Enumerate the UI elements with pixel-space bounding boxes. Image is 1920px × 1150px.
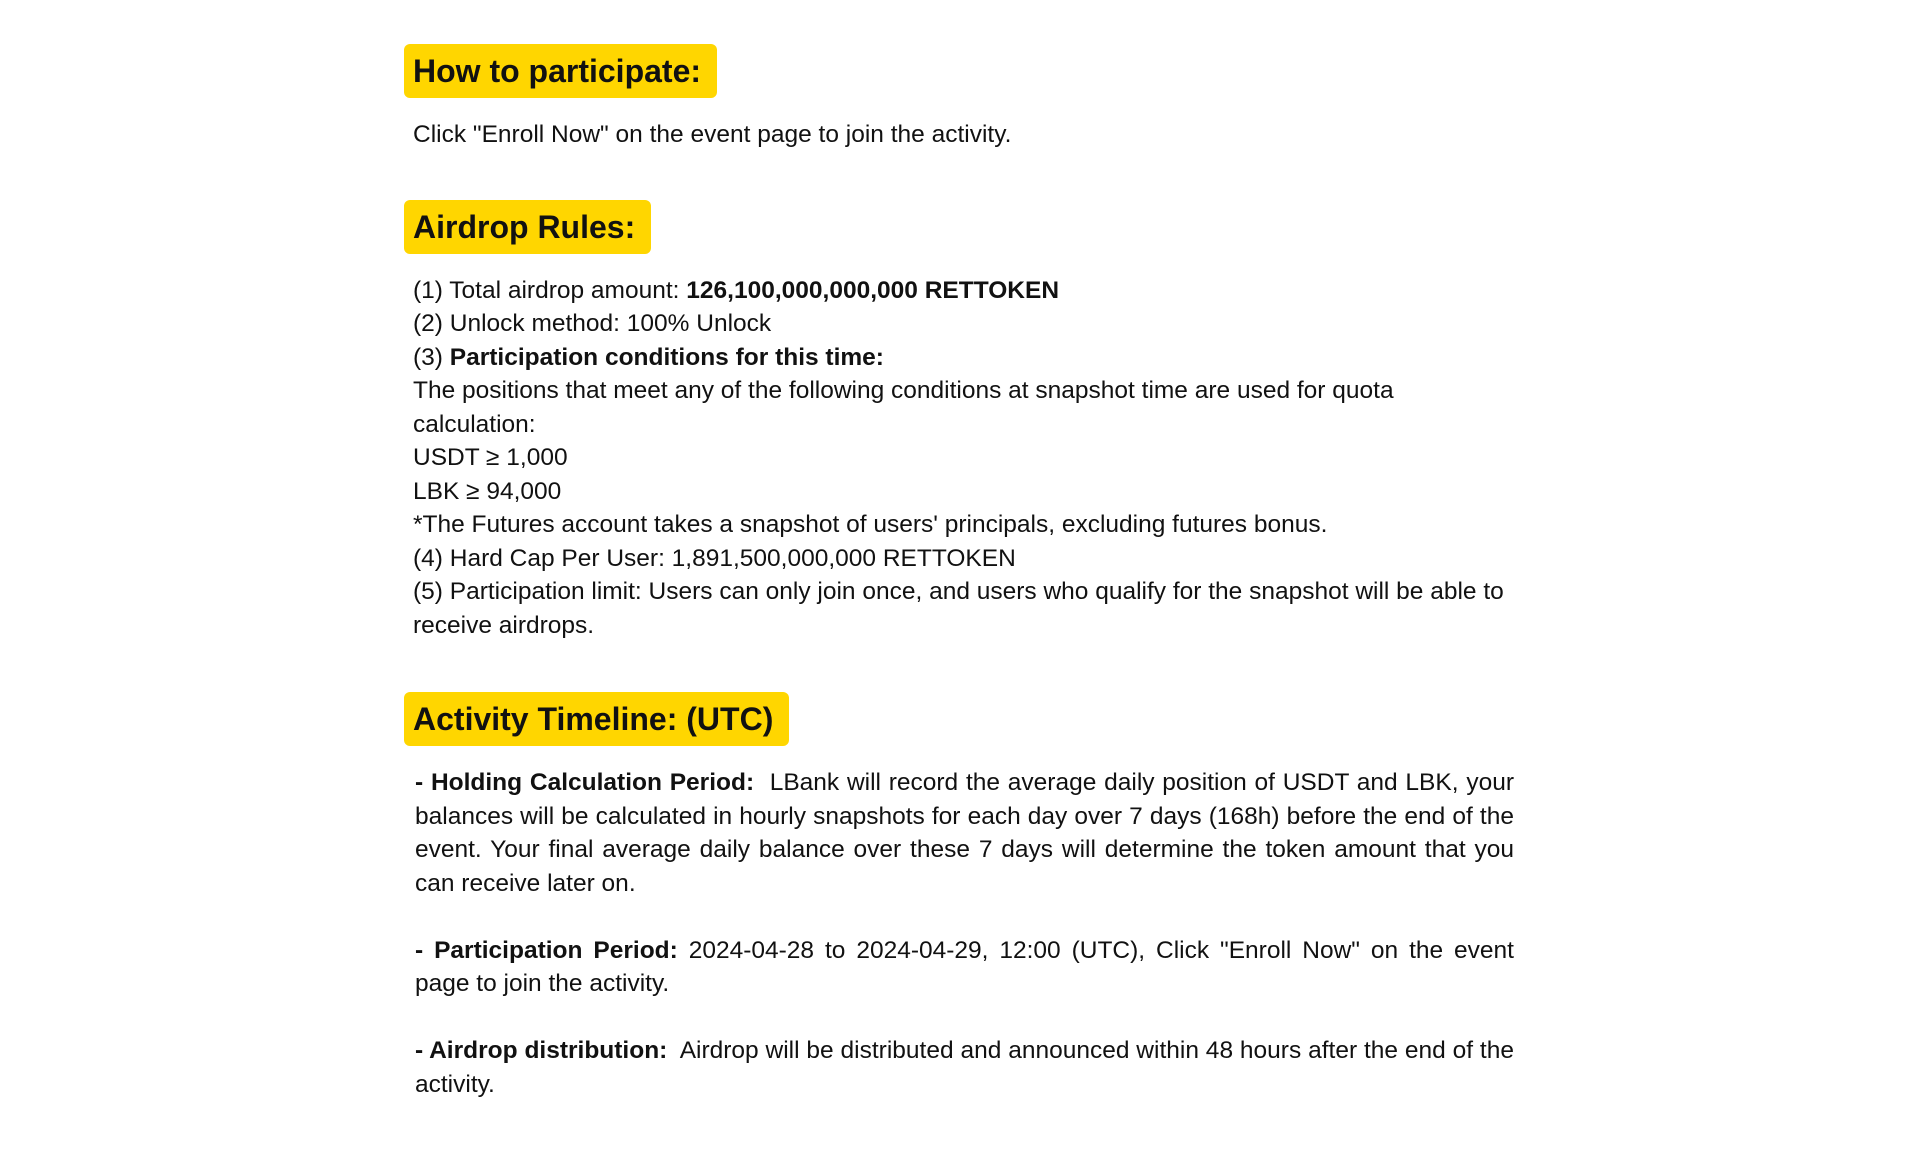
airdrop-rules-list bbox=[404, 274, 1514, 643]
timeline-item-text: Airdrop will be distributed and announced within 48 hours after the end of the activity. bbox=[415, 1037, 1521, 1098]
rule-lbk-condition: LBK ≥ 94,000 bbox=[413, 477, 562, 505]
activity-timeline-heading: Activity Timeline: (UTC) bbox=[404, 692, 789, 746]
rule-conditions-description: The positions that meet any of the following conditions at snapshot time are used for quota calculation: bbox=[413, 377, 1394, 438]
timeline-item-label: - Airdrop distribution: bbox=[415, 1037, 668, 1064]
timeline-item-participation-period bbox=[415, 934, 1521, 1001]
timeline-list bbox=[404, 766, 1521, 1101]
how-to-participate-section bbox=[404, 44, 1514, 152]
how-to-participate-heading: How to participate: bbox=[404, 44, 717, 98]
timeline-item-text: 2024-04-28 to 2024-04-29, 12:00 (UTC), Click "Enroll Now" on the event page to join the activity. bbox=[415, 936, 1521, 997]
timeline-item-label: - Participation Period: bbox=[415, 936, 678, 964]
rule-conditions-prefix: (3) bbox=[413, 343, 450, 371]
activity-timeline-section bbox=[404, 692, 1521, 1101]
timeline-item-holding-period bbox=[415, 766, 1521, 900]
rule-conditions-label: Participation conditions for this time: bbox=[449, 343, 884, 371]
rule-conditions bbox=[413, 341, 1514, 375]
airdrop-rules-section bbox=[404, 200, 1514, 643]
rule-total-label: (1) Total airdrop amount: bbox=[413, 276, 687, 304]
announcement-content bbox=[404, 44, 1521, 1135]
rule-futures-note: *The Futures account takes a snapshot of users' principals, excluding futures bonus. bbox=[413, 511, 1328, 538]
how-to-participate-text: Click "Enroll Now" on the event page to join the activity. bbox=[413, 121, 1012, 148]
rule-participation-limit: (5) Participation limit: Users can only join once, and users who qualify for the snapshot will be able to receive airdrops. bbox=[413, 578, 1504, 639]
rule-total-value: 126,100,000,000,000 RETTOKEN bbox=[686, 276, 1060, 304]
timeline-item-airdrop-distribution bbox=[415, 1034, 1521, 1101]
airdrop-rules-heading: Airdrop Rules: bbox=[404, 200, 651, 254]
rule-hard-cap: (4) Hard Cap Per User: 1,891,500,000,000 RETTOKEN bbox=[413, 544, 1016, 572]
rule-unlock-method: (2) Unlock method: 100% Unlock bbox=[413, 310, 772, 337]
rule-total-amount bbox=[413, 274, 1514, 308]
rule-usdt-condition: USDT ≥ 1,000 bbox=[413, 444, 568, 471]
timeline-item-label: - Holding Calculation Period: bbox=[415, 769, 755, 796]
timeline-item-text: LBank will record the average daily position of USDT and LBK, your balances will be calculated in hourly snapshots for each day over 7 days (168h) before the end of the event. Your final average daily balance over these 7 days will determine the token amount that you can receive later on. bbox=[415, 769, 1521, 897]
